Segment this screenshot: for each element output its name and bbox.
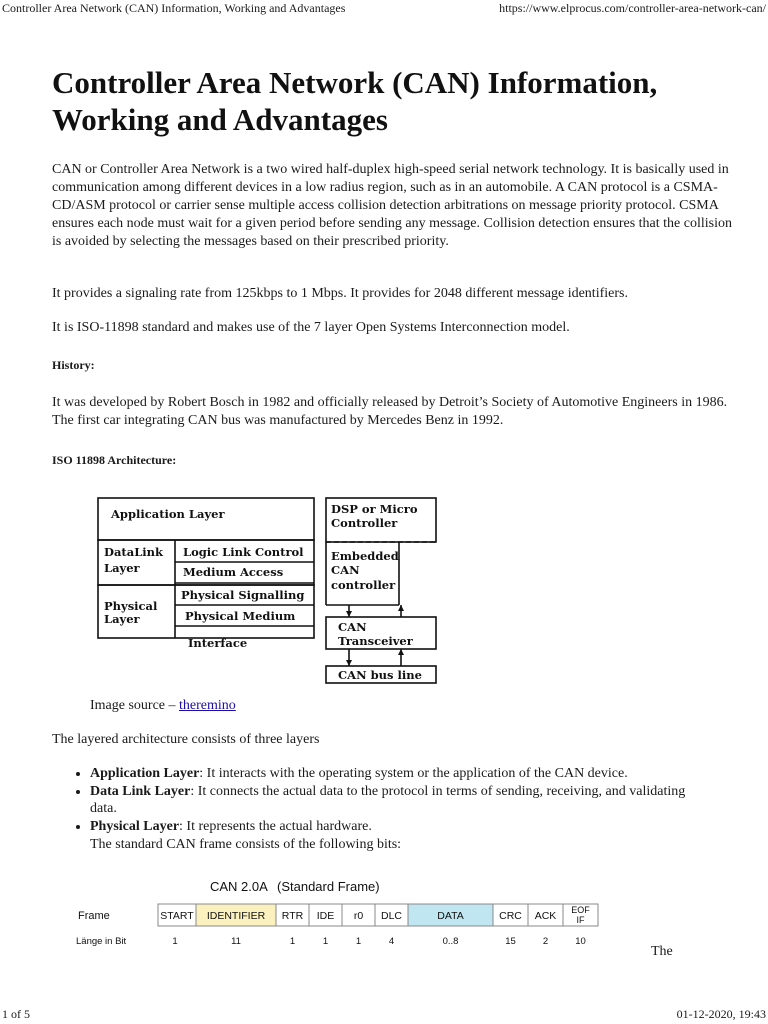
label-logic-link-control: Logic Link Control: [183, 545, 304, 559]
length-row-label: Länge in Bit: [76, 936, 127, 947]
layer-desc: : It connects the actual data to the protocol in terms of sending, receiving, and validating data.: [90, 784, 686, 816]
frame-field-bits: 11: [231, 936, 241, 947]
layer-desc: : It interacts with the operating system or the application of the CAN device.: [199, 766, 628, 781]
header-title: Controller Area Network (CAN) Information, Working and Advantages: [2, 1, 346, 15]
frame-field-bits: 10: [575, 936, 586, 947]
frame-field-name: IDENTIFIER: [206, 910, 266, 922]
label-embedded-1: Embedded: [331, 549, 399, 563]
frame-field-bits: 2: [542, 936, 549, 947]
print-footer: [2, 1008, 766, 1024]
print-datetime: 01-12-2020, 19:43: [676, 1007, 766, 1021]
frame-field-name: IF: [576, 915, 585, 925]
trailing-text: The: [651, 944, 673, 959]
image-source: [90, 698, 236, 714]
frame-field-bits: 1: [322, 936, 329, 947]
frame-field-bits: 0..8: [442, 936, 459, 947]
frame-field-name: START: [160, 910, 194, 922]
frame-field-bits: 4: [388, 936, 395, 947]
label-datalink-2: Layer: [104, 561, 140, 575]
history-paragraph: It was developed by Robert Bosch in 1982 and officially released by Detroit’s Society of Automotive Engineers in 1986. The first car integrating CAN bus was manufactured by Mercedes Benz in 1992.: [52, 395, 728, 428]
frame-field-name: CRC: [499, 910, 522, 922]
label-application-layer: Application Layer: [111, 507, 225, 521]
can-frame-diagram: [70, 875, 650, 955]
print-header: [2, 1, 766, 15]
label-datalink-1: DataLink: [104, 545, 163, 559]
frame-field-name: ACK: [534, 910, 557, 922]
layer-desc: : It represents the actual hardware.: [179, 819, 372, 834]
frame-title: CAN 2.0A: [210, 879, 268, 894]
label-interface: Interface: [188, 636, 248, 650]
label-dsp-1: DSP or Micro: [331, 502, 418, 516]
list-item: [90, 765, 700, 782]
label-dsp-2: Controller: [331, 516, 398, 530]
frame-field-bits: 15: [505, 936, 516, 947]
image-source-label: Image source –: [90, 698, 180, 713]
label-physical-medium: Physical Medium: [185, 609, 296, 623]
page-number: 1 of 5: [2, 1007, 30, 1021]
layers-list: [72, 765, 700, 836]
iso-paragraph: It is ISO-11898 standard and makes use of the 7 layer Open Systems Interconnection model.: [52, 320, 570, 335]
frame-field-name: RTR: [281, 910, 304, 922]
page-title: Controller Area Network (CAN) Information, Working and Advantages: [52, 65, 658, 137]
list-item: [90, 818, 700, 835]
layer-name: Physical Layer: [90, 819, 180, 834]
header-url[interactable]: https://www.elprocus.com/controller-area-network-can/: [499, 1, 766, 15]
frame-field-name: IDE: [316, 910, 335, 922]
intro-paragraph: CAN or Controller Area Network is a two wired half-duplex high-speed serial network technology. It is basically used in communication among different devices in a low radius region, such as in an automobile. A CAN protocol is a CSMA-CD/ASM protocol or carrier sense multiple access collision detection arbitrations on message priority protocol. CSMA ensures each node must wait for a given period before sending any message. Collision detection ensures that the collision is avoided by selecting the messages based on their prescribed priority.: [52, 162, 732, 249]
architecture-heading: ISO 11898 Architecture:: [52, 453, 177, 467]
iso11898-architecture-diagram: [95, 493, 445, 685]
frame-field-name: DATA: [437, 910, 464, 922]
layers-intro: The layered architecture consists of three layers: [52, 732, 320, 747]
label-transceiver-1: CAN: [338, 620, 367, 634]
layer-name: Application Layer: [90, 766, 200, 781]
image-source-link[interactable]: theremino: [179, 698, 236, 713]
label-physical-2: Layer: [104, 612, 140, 626]
frame-subtitle: (Standard Frame): [277, 879, 380, 894]
label-embedded-3: controller: [331, 578, 396, 592]
label-can-bus-line: CAN bus line: [338, 668, 422, 682]
frame-field-name: EOF: [571, 905, 590, 915]
history-heading: History:: [52, 358, 95, 372]
frame-field-bits: 1: [355, 936, 362, 947]
signaling-paragraph: It provides a signaling rate from 125kbps to 1 Mbps. It provides for 2048 different message identifiers.: [52, 286, 628, 301]
label-physical-1: Physical: [104, 599, 158, 613]
frame-field-bits: 1: [289, 936, 296, 947]
frame-intro: The standard CAN frame consists of the following bits:: [90, 837, 402, 852]
label-medium-access: Medium Access: [183, 565, 284, 579]
frame-row-label: Frame: [78, 910, 110, 922]
label-transceiver-2: Transceiver: [338, 634, 413, 648]
frame-field-name: r0: [353, 910, 364, 922]
layer-name: Data Link Layer: [90, 784, 191, 799]
label-embedded-2: CAN: [331, 563, 360, 577]
label-physical-signalling: Physical Signalling: [181, 588, 305, 602]
frame-field-bits: 1: [172, 936, 178, 947]
frame-field-name: DLC: [380, 910, 403, 922]
list-item: [90, 783, 700, 817]
